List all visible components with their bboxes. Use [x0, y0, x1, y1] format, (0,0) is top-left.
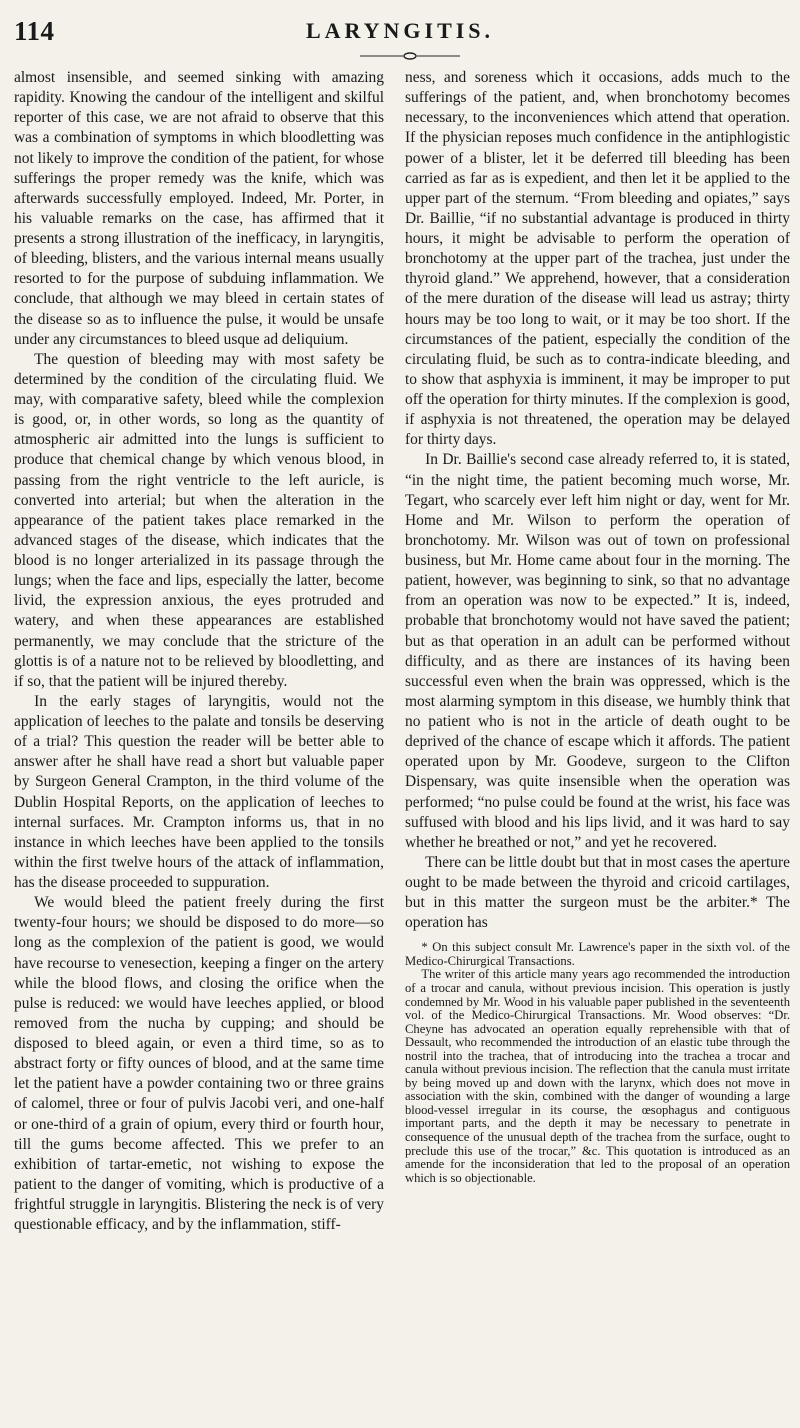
body-paragraph: In the early stages of laryngitis, would not the application of leeches to the palate and tonsils be deserving of a trial? This question the reader will be better able to answer after he shall have read a short but valuable paper by Surgeon General Crampton, in the third volume of the Dublin Hospital Reports, on the application of leeches to internal surfaces. Mr. Crampton informs us, that in no instance in which leeches have been applied to the tonsils within the first twelve hours of the attack of inflammation, has the disease proceeded to suppuration. [14, 692, 384, 891]
footnote: The writer of this article many years ago recommended the introduction of a trocar and canula, without previous incision. This operation is justly condemned by Mr. Wood in his valuable paper published in the seventeenth vol. of the Medico-Chirurgical Transactions. Mr. Wood observes: “Dr. Cheyne has advocated an operation equally reprehensible with that of Dessault, who recommended the introduction of an elastic tube through the nostril into the trachea, that of introducing into the trachea a trocar and canula without previous incision. The reflection that the canula must irritate by being moved up and down with the larynx, which does not move in association with the skin, combined with the danger of wounding a large blood-vessel irregular in its course, the œsophagus and contiguous important parts, and the depth it may be necessary to penetrate in consequence of the unusual depth of the trachea from the surface, ought to preclude this use of the trocar,” &c. This quotation is introduced as an amende for the inconsideration that led to the proposal of an operation which is so objectionable. [405, 967, 790, 1185]
body-paragraph: There can be little doubt but that in most cases the aperture ought to be made between the thyroid and cricoid cartilages, but in this matter the surgeon must be the arbiter.* The operation has [405, 853, 790, 932]
body-paragraph: The question of bleeding may with most safety be determined by the condition of the circulating fluid. We may, with comparative safety, bleed while the complexion is good, or, in other words, so long as the quantity of atmospheric air admitted into the lungs is sufficient to produce that chemical change by which venous blood, in passing from the right ventricle to the left auricle, is converted into arterial; but when the alteration in the appearance of the patient takes place remarked in the advanced stages of the disease, which indicates that the blood is no longer arterialized in its passage through the lungs; when the face and lips, especially the latter, become livid, the expression anxious, the eyes protruded and watery, and when these appearances are established permanently, we may conclude that the stricture of the glottis is of a nature not to be relieved by bloodletting, and if so, that the patient will be injured thereby. [14, 350, 384, 690]
footnote: * On this subject consult Mr. Lawrence's paper in the sixth vol. of the Medico-Chirurgical Transactions. [405, 940, 790, 968]
body-paragraph: almost insensible, and seemed sinking with amazing rapidity. Knowing the candour of the intelligent and skilful reporter of this case, we are not afraid to observe that this was a combination of symptoms in which bloodletting was not likely to improve the condition of the patient, for whose sufferings the proper remedy was the knife, which was afterwards successfully employed. Indeed, Mr. Porter, in his valuable remarks on the case, has affirmed that it presents a strong illustration of the inefficacy, in laryngitis, of bleeding, blisters, and the various internal means usually resorted to for the purpose of subduing inflammation. We conclude, that although we may bleed in certain states of the disease so as to influence the pulse, it would be unsafe under any circumstances to bleed usque ad deliquium. [14, 69, 384, 348]
running-head: LARYNGITIS. [305, 18, 495, 43]
left-column [14, 68, 384, 1235]
ornament-rule [355, 51, 465, 61]
right-column [405, 68, 790, 1185]
footnotes [405, 941, 790, 1185]
body-paragraph: In Dr. Baillie's second case already referred to, it is stated, “in the night time, the patient becoming much worse, Mr. Tegart, who scarcely ever left him night or day, went for Mr. Home and Mr. Wilson to perform the operation of bronchotomy. Mr. Wilson was out of town on professional business, but Mr. Home came about four in the morning. The patient, however, was beginning to sink, so that no advantage from an operation was now to be expected.” It is, indeed, probable that bronchotomy would not have saved the patient; but as that operation in an adult can be performed without difficulty, and as there are instances of its having been successful even when the brain was oppressed, which is the most alarming symptom in this disease, we humbly think that no patient who is not in the article of death ought to be deprived of the chance of escape which it affords. The patient operated upon by Mr. Goodeve, surgeon to the Clifton Dispensary, was quite insensible when the operation was performed; “no pulse could be found at the wrist, his face was suffused with blood and his lips livid, and it was hard to say whether he breathed or not,” and yet he recovered. [405, 451, 790, 851]
body-paragraph: We would bleed the patient freely during the first twenty-four hours; we should be disposed to do more—so long as the complexion of the patient is good, we would have recourse to venesection, keeping a finger on the artery while the blood flows, and closing the orifice when the pulse is reduced: we would have leeches applied, or blood removed from the nucha by cupping; and should be disposed to bleed again, or even a third time, so as to abstract forty or fifty ounces of blood, and at the same time let the patient have a powder containing two or three grains of calomel, three or four of pulvis Jacobi veri, and one-half or one-third of a grain of opium, every third or fourth hour, till the gums become affected. This we prefer to an exhibition of tartar-emetic, not wishing to expose the patient to the danger of vomiting, which is productive of a frightful struggle in laryngitis. Blistering the neck is of very questionable efficacy, and by the inflammation, stiff- [14, 894, 384, 1234]
body-paragraph: ness, and soreness which it occasions, adds much to the sufferings of the patient, and, when bronchotomy becomes necessary, to the inconveniences which attend that operation. If the physician reposes much confidence in the antiphlogistic power of a blister, let it be deferred till bleeding has been carried as far as is expedient, and then let it be applied to the upper part of the sternum. “From bleeding and opiates,” says Dr. Baillie, “if no substantial advantage is produced in thirty hours, it might be advisable to perform the operation of bronchotomy at the upper part of the trachea, just under the thyroid gland.” We apprehend, however, that a consideration of the mere duration of the disease will lead us astray; thirty hours may be too long to wait, or it may be too short. If the circumstances of the patient, especially the condition of the circulating fluid, be such as to contra-indicate bleeding, and to show that asphyxia is imminent, it may be improper to put off the operation for thirty minutes. If the complexion is good, if asphyxia is not threatened, the operation may be delayed for thirty days. [405, 69, 790, 449]
page-number: 114 [14, 16, 55, 46]
